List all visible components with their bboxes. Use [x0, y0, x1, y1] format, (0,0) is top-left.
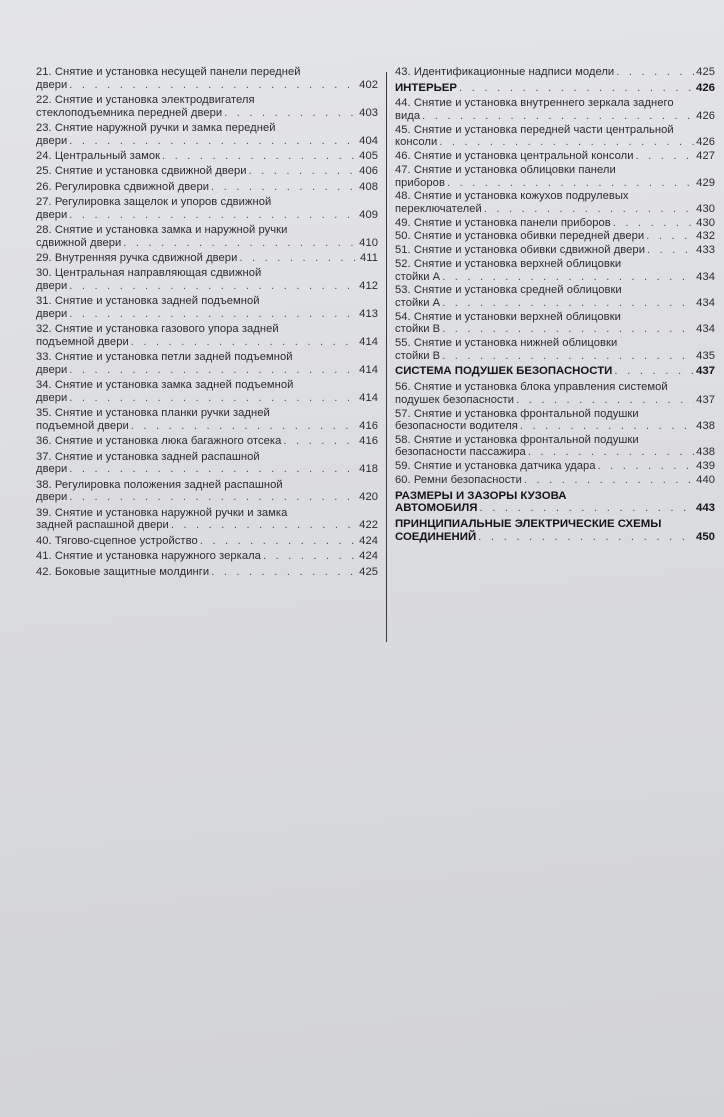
toc-page-number: 414	[359, 392, 378, 405]
toc-dot-leader	[479, 502, 694, 515]
toc-page-number: 414	[359, 336, 378, 349]
toc-dot-leader	[484, 203, 694, 216]
toc-dot-leader	[524, 474, 694, 487]
toc-entry-line	[36, 535, 378, 548]
toc-entry-title: 36. Снятие и установка люка багажного отсека	[36, 435, 282, 448]
toc-entry-title: 44. Снятие и установка внутреннего зеркала заднего	[395, 97, 674, 110]
toc-entry-title: 47. Снятие и установка облицовки панели	[395, 163, 616, 176]
toc-entry-title: 49. Снятие и установка панели приборов	[395, 216, 611, 229]
toc-page-number: 443	[695, 502, 715, 515]
toc-entry-title: безопасности водителя	[395, 420, 518, 433]
toc-entry	[395, 124, 715, 149]
toc-entry	[395, 97, 715, 122]
toc-page-number: 450	[695, 531, 715, 544]
toc-page-number: 413	[359, 308, 378, 321]
toc-entry-title: 28. Снятие и установка замка и наружной ручки	[36, 224, 288, 237]
toc-entry-line	[395, 531, 715, 544]
toc-dot-leader	[69, 463, 357, 476]
toc-entry-line	[36, 252, 378, 265]
toc-dot-leader	[439, 136, 694, 149]
toc-entry	[36, 94, 378, 119]
toc-entry-title: 32. Снятие и установка газового упора задней	[36, 323, 279, 336]
toc-section-heading	[395, 518, 715, 544]
toc-dot-leader	[224, 107, 357, 120]
toc-entry-title: 42. Боковые защитные молдинги	[36, 565, 210, 578]
toc-entry-line	[395, 110, 715, 123]
toc-page-number: 438	[696, 446, 715, 459]
toc-entry-title: переключателей	[395, 202, 482, 215]
toc-entry-line	[36, 181, 378, 194]
toc-dot-leader	[520, 420, 694, 433]
toc-entry-title: 46. Снятие и установка центральной консоли	[395, 150, 634, 163]
toc-entry	[36, 435, 378, 448]
toc-entry-line	[36, 267, 378, 280]
toc-entry-title: 48. Снятие и установка кожухов подрулевых	[395, 190, 629, 203]
toc-entry-title: стойки В	[395, 349, 441, 362]
toc-entry	[395, 381, 715, 406]
toc-page-number: 404	[359, 134, 378, 147]
toc-dot-leader	[516, 394, 694, 407]
toc-dot-leader	[263, 550, 357, 563]
toc-entry-title: двери	[36, 208, 68, 221]
toc-entry-line	[36, 323, 378, 336]
toc-entry-title: 56. Снятие и установка блока управления системой	[395, 381, 668, 394]
toc-entry	[395, 66, 715, 79]
toc-entry	[36, 165, 378, 178]
toc-page-number: 405	[359, 149, 378, 162]
toc-entry-title: задней распашной двери	[36, 519, 169, 532]
toc-entry	[395, 164, 715, 189]
toc-entry-line	[395, 408, 715, 421]
toc-entry-title: подъемной двери	[36, 336, 129, 349]
toc-entry-line	[395, 337, 715, 350]
toc-entry-line	[395, 203, 715, 216]
toc-entry-title: 23. Снятие наружной ручки и замка передней	[36, 121, 276, 134]
toc-entry-title: стойки В	[395, 323, 441, 336]
toc-entry-title: подушек безопасности	[395, 393, 515, 406]
toc-dot-leader	[69, 280, 357, 293]
toc-dot-leader	[69, 392, 357, 405]
toc-page-number: 414	[359, 364, 378, 377]
toc-page-number: 432	[696, 230, 715, 243]
toc-entry	[395, 460, 715, 473]
toc-entry	[395, 258, 715, 283]
toc-dot-leader	[162, 150, 357, 163]
toc-dot-leader	[131, 420, 357, 433]
toc-entry	[36, 479, 378, 504]
toc-entry-line	[36, 435, 378, 448]
toc-entry-line	[395, 124, 715, 137]
toc-entry-line	[395, 365, 715, 378]
toc-entry-line	[36, 407, 378, 420]
toc-entry	[395, 190, 715, 215]
toc-entry-title: 35. Снятие и установка планки ручки задней	[36, 407, 270, 420]
toc-entry	[36, 252, 378, 265]
toc-entry	[395, 337, 715, 362]
toc-entry-line	[36, 224, 378, 237]
toc-page-number: 416	[359, 420, 378, 432]
toc-page-number: 416	[359, 435, 378, 448]
toc-entry-line	[395, 177, 715, 190]
toc-entry	[36, 535, 378, 548]
toc-page-number: 427	[696, 150, 715, 163]
toc-entry-title: подъемной двери	[36, 420, 129, 432]
toc-entry-title: 26. Регулировка сдвижной двери	[36, 180, 210, 193]
toc-page-number: 412	[359, 280, 378, 293]
toc-page-number: 440	[696, 474, 715, 487]
toc-entry-title: ИНТЕРЬЕР	[395, 81, 457, 94]
toc-entry	[36, 196, 378, 221]
toc-page-number: 434	[696, 296, 715, 309]
toc-entry-line	[36, 308, 378, 321]
toc-entry-line	[36, 135, 378, 148]
toc-entry	[395, 230, 715, 243]
toc-page-number: 418	[359, 463, 378, 476]
toc-entry-line	[395, 97, 715, 110]
toc-entry-title: 55. Снятие и установка нижней облицовки	[395, 337, 618, 350]
toc-entry-line	[395, 434, 715, 447]
toc-page-number: 439	[696, 460, 715, 473]
toc-entry-line	[36, 209, 378, 222]
toc-entry-title: 59. Снятие и установка датчика удара	[395, 460, 596, 473]
toc-entry	[395, 150, 715, 163]
toc-entry-title: 24. Центральный замок	[36, 149, 161, 162]
toc-entry-line	[36, 165, 378, 178]
toc-entry-title: 53. Снятие и установка средней облицовки	[395, 284, 622, 297]
toc-page-number: 426	[696, 136, 715, 149]
toc-entry-title: 52. Снятие и установка верхней облицовки	[395, 258, 622, 271]
toc-dot-leader	[442, 323, 694, 336]
toc-entry	[36, 267, 378, 292]
toc-page-number: 403	[359, 106, 378, 119]
toc-page-number: 434	[696, 323, 715, 336]
toc-entry-title: двери	[36, 491, 68, 504]
toc-entry-title: 37. Снятие и установка задней распашной	[36, 450, 260, 463]
toc-entry-title: 39. Снятие и установка наружной ручки и замка	[36, 506, 288, 519]
toc-entry-line	[36, 519, 378, 532]
toc-entry-line	[395, 284, 715, 297]
toc-entry	[395, 217, 715, 230]
toc-entry-title: 33. Снятие и установка петли задней подъемной	[36, 351, 293, 364]
toc-entry-line	[36, 336, 378, 349]
toc-dot-leader	[442, 350, 694, 363]
toc-dot-leader	[211, 566, 357, 579]
toc-entry-title: 50. Снятие и установка обивки передней двери	[395, 230, 645, 243]
toc-entry-line	[395, 350, 715, 363]
toc-entry-title: вида	[395, 109, 421, 122]
toc-entry-line	[395, 164, 715, 177]
toc-entry	[36, 566, 378, 579]
toc-entry-line	[36, 566, 378, 579]
toc-dot-leader	[442, 271, 694, 284]
toc-section-heading	[395, 82, 715, 95]
toc-dot-leader	[283, 435, 357, 448]
toc-entry-line	[395, 297, 715, 310]
toc-entry-line	[395, 474, 715, 487]
toc-entry-line	[36, 94, 378, 107]
toc-dot-leader	[616, 66, 694, 79]
toc-section-heading	[395, 490, 715, 516]
toc-page-number: 430	[696, 202, 715, 215]
toc-entry-line	[395, 190, 715, 203]
toc-entry-title: двери	[36, 280, 68, 293]
toc-entry-line	[36, 507, 378, 520]
toc-page-number: 409	[359, 208, 378, 221]
toc-entry-title: стойки А	[395, 296, 441, 309]
toc-dot-leader	[69, 308, 357, 321]
toc-entry-line	[395, 217, 715, 230]
toc-page-number: 429	[696, 176, 715, 189]
toc-right-column	[395, 66, 715, 547]
toc-entry	[36, 66, 378, 91]
toc-entry-line	[395, 230, 715, 243]
toc-entry-title: двери	[36, 463, 68, 476]
toc-entry-line	[395, 420, 715, 433]
toc-entry-title: двери	[36, 364, 68, 377]
toc-entry-title: 29. Внутренняя ручка сдвижной двери	[36, 252, 238, 265]
toc-entry-title: АВТОМОБИЛЯ	[395, 502, 478, 515]
toc-entry-title: стойки А	[395, 270, 441, 283]
toc-entry-title: двери	[36, 308, 68, 321]
toc-entry-title: 41. Снятие и установка наружного зеркала	[36, 550, 261, 563]
toc-dot-leader	[528, 446, 694, 459]
toc-entry-title: СИСТЕМА ПОДУШЕК БЕЗОПАСНОСТИ	[395, 365, 613, 378]
toc-page-number: 422	[359, 519, 378, 532]
toc-entry	[395, 244, 715, 257]
toc-entry	[36, 122, 378, 147]
toc-entry-line	[395, 394, 715, 407]
toc-left-column	[36, 66, 378, 581]
toc-entry-line	[36, 79, 378, 92]
toc-dot-leader	[614, 365, 694, 378]
toc-entry-title: 51. Снятие и установка обивки сдвижной двери	[395, 244, 646, 257]
toc-entry-line	[395, 258, 715, 271]
toc-entry-line	[36, 150, 378, 163]
toc-entry-title: 38. Регулировка положения задней распашной	[36, 478, 283, 491]
toc-dot-leader	[69, 135, 357, 148]
toc-page-number: 438	[696, 420, 715, 433]
toc-entry-title: приборов	[395, 176, 445, 189]
toc-dot-leader	[69, 79, 357, 92]
toc-entry	[36, 407, 378, 432]
toc-entry-line	[395, 150, 715, 163]
toc-dot-leader	[200, 535, 357, 548]
toc-entry-line	[395, 271, 715, 284]
toc-entry-line	[395, 381, 715, 394]
toc-entry	[36, 181, 378, 194]
toc-entry-line	[395, 518, 715, 531]
toc-entry-title: СОЕДИНЕНИЙ	[395, 531, 477, 544]
toc-entry-line	[36, 196, 378, 209]
toc-entry-title: двери	[36, 78, 68, 91]
toc-page-number: 435	[696, 349, 715, 362]
toc-entry-title: 40. Тягово-сцепное устройство	[36, 534, 198, 547]
toc-dot-leader	[447, 177, 694, 190]
toc-entry-title: 22. Снятие и установка электродвигателя	[36, 93, 255, 106]
toc-page-number: 410	[359, 236, 378, 249]
toc-page-number: 426	[695, 81, 715, 94]
toc-dot-leader	[69, 491, 357, 504]
toc-entry-title: 25. Снятие и установка сдвижной двери	[36, 165, 247, 178]
toc-entry-line	[36, 392, 378, 405]
toc-page-number: 420	[359, 491, 378, 504]
toc-entry	[36, 451, 378, 476]
toc-entry-line	[36, 379, 378, 392]
toc-entry-line	[395, 460, 715, 473]
toc-entry-line	[36, 420, 378, 433]
toc-entry	[395, 474, 715, 487]
toc-entry-title: консоли	[395, 136, 438, 149]
toc-dot-leader	[422, 110, 694, 123]
toc-entry-line	[36, 280, 378, 293]
toc-entry-title: 57. Снятие и установка фронтальной подушки	[395, 407, 639, 420]
toc-dot-leader	[646, 230, 694, 243]
toc-dot-leader	[613, 217, 694, 230]
toc-entry	[395, 434, 715, 459]
toc-entry-line	[395, 244, 715, 257]
toc-page-number: 424	[359, 550, 378, 563]
toc-entry-line	[395, 323, 715, 336]
toc-entry-title: 60. Ремни безопасности	[395, 474, 522, 487]
toc-dot-leader	[171, 519, 357, 532]
toc-page-number: 437	[696, 393, 715, 406]
toc-entry-line	[36, 122, 378, 135]
toc-dot-leader	[249, 165, 358, 178]
toc-page-number: 425	[359, 565, 378, 578]
toc-entry-line	[36, 364, 378, 377]
toc-entry-line	[36, 491, 378, 504]
toc-entry	[36, 351, 378, 376]
toc-entry-title: 30. Центральная направляющая сдвижной	[36, 267, 262, 280]
toc-page-number: 426	[696, 109, 715, 122]
toc-page-number: 406	[359, 165, 378, 178]
toc-entry-line	[36, 237, 378, 250]
toc-page-number: 433	[696, 244, 715, 257]
toc-page-number: 424	[359, 534, 378, 547]
toc-page-number: 437	[695, 365, 715, 378]
toc-page-number: 430	[696, 216, 715, 229]
toc-dot-leader	[598, 460, 695, 473]
toc-dot-leader	[647, 244, 694, 257]
toc-entry	[36, 507, 378, 532]
toc-entry	[36, 379, 378, 404]
toc-section-heading	[395, 365, 715, 378]
toc-entry-title: сдвижной двери	[36, 236, 122, 249]
toc-entry-line	[36, 66, 378, 79]
toc-entry-line	[395, 82, 715, 95]
toc-entry-line	[395, 502, 715, 515]
toc-entry	[36, 550, 378, 563]
toc-entry-line	[395, 446, 715, 459]
toc-dot-leader	[211, 181, 357, 194]
toc-dot-leader	[636, 150, 695, 163]
toc-entry	[395, 408, 715, 433]
toc-entry-line	[395, 66, 715, 79]
toc-dot-leader	[69, 364, 357, 377]
toc-entry-title: 58. Снятие и установка фронтальной подушки	[395, 433, 639, 446]
toc-entry	[395, 284, 715, 309]
toc-page-number: 425	[696, 66, 715, 78]
toc-entry-line	[36, 463, 378, 476]
toc-entry-line	[36, 451, 378, 464]
toc-entry-line	[395, 311, 715, 324]
toc-entry-title: 34. Снятие и установка замка задней подъемной	[36, 379, 294, 392]
toc-entry-title: 54. Снятие и установки верхней облицовки	[395, 310, 621, 323]
toc-entry-title: безопасности пассажира	[395, 446, 526, 459]
toc-dot-leader	[131, 336, 357, 349]
toc-entry-title: ПРИНЦИПИАЛЬНЫЕ ЭЛЕКТРИЧЕСКИЕ СХЕМЫ	[395, 518, 662, 531]
toc-entry-title: 31. Снятие и установка задней подъемной	[36, 295, 260, 308]
toc-dot-leader	[239, 252, 358, 265]
toc-entry	[395, 311, 715, 336]
toc-entry-line	[36, 479, 378, 492]
toc-entry	[36, 295, 378, 320]
toc-entry	[36, 323, 378, 348]
toc-entry-line	[395, 136, 715, 149]
toc-entry-line	[395, 490, 715, 503]
toc-entry	[36, 224, 378, 249]
toc-entry-title: РАЗМЕРЫ И ЗАЗОРЫ КУЗОВА	[395, 489, 567, 502]
toc-entry-title: 45. Снятие и установка передней части центральной	[395, 123, 674, 136]
toc-entry	[36, 150, 378, 163]
toc-dot-leader	[69, 209, 357, 222]
toc-page-number: 408	[359, 180, 378, 193]
toc-entry-title: двери	[36, 134, 68, 147]
toc-entry-title: 43. Идентификационные надписи модели	[395, 66, 615, 78]
toc-entry-title: 27. Регулировка защелок и упоров сдвижной	[36, 196, 272, 209]
column-divider	[386, 72, 387, 642]
toc-page-number: 434	[696, 270, 715, 283]
toc-dot-leader	[459, 82, 694, 95]
toc-entry-line	[36, 107, 378, 120]
toc-entry-line	[36, 351, 378, 364]
toc-dot-leader	[123, 237, 357, 250]
toc-entry-title: двери	[36, 392, 68, 405]
toc-page-number: 402	[359, 78, 378, 91]
toc-entry-line	[36, 550, 378, 563]
toc-dot-leader	[442, 297, 694, 310]
toc-entry-title: 21. Снятие и установка несущей панели передней	[36, 66, 301, 78]
toc-entry-line	[36, 295, 378, 308]
toc-entry-title: стеклоподъемника передней двери	[36, 106, 223, 119]
toc-page-number: 411	[360, 252, 378, 265]
toc-dot-leader	[478, 531, 694, 544]
